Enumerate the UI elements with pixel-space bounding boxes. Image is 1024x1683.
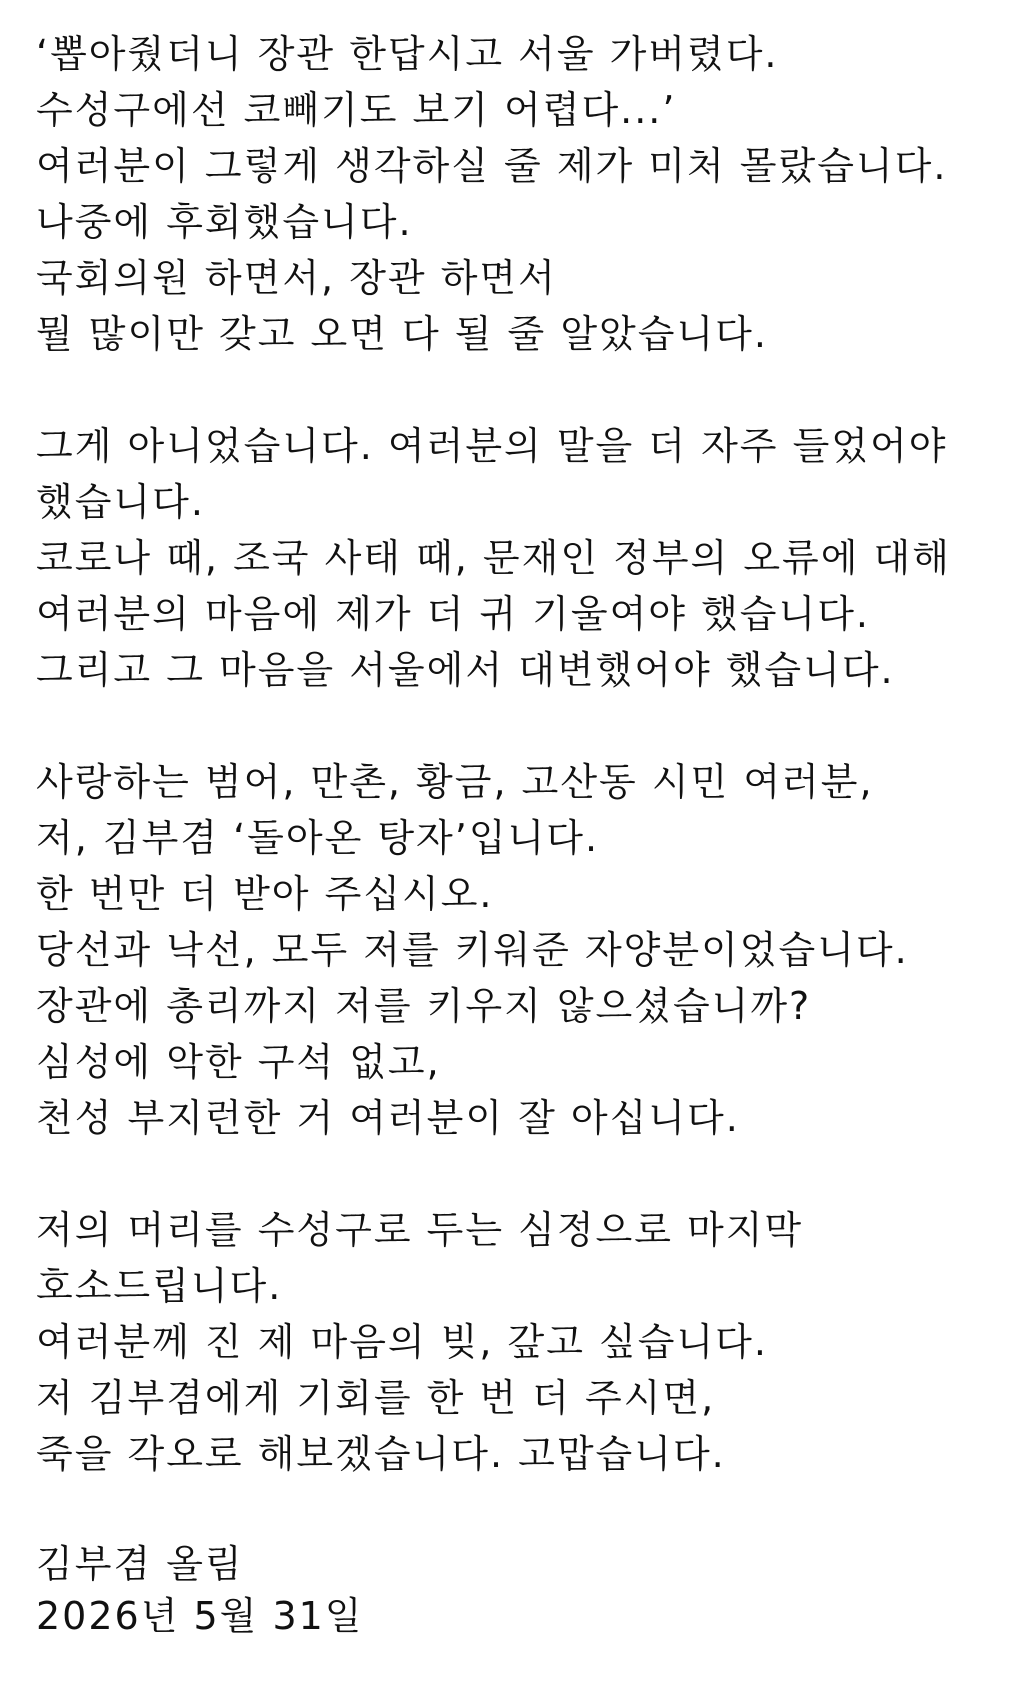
paragraph-line: 죽을 각오로 해보겠습니다. 고맙습니다. (36, 1432, 726, 1476)
paragraph-line: 여러분께 진 제 마음의 빚, 갚고 싶습니다. (36, 1320, 768, 1364)
paragraph-line: 그게 아니었습니다. 여러분의 말을 더 자주 들었어야 (36, 424, 948, 468)
paragraph-line: 수성구에선 코빼기도 보기 어렵다...’ (36, 88, 677, 132)
paragraph-1 (36, 26, 996, 362)
paragraph-line: 당선과 낙선, 모두 저를 키워준 자양분이었습니다. (36, 928, 909, 972)
paragraph-line: 여러분의 마음에 제가 더 귀 기울여야 했습니다. (36, 592, 871, 636)
paragraph-line: ‘뽑아줬더니 장관 한답시고 서울 가버렸다. (36, 32, 779, 76)
paragraph-spacer (36, 698, 996, 754)
paragraph-line: 나중에 후회했습니다. (36, 200, 413, 244)
paragraph-line: 호소드립니다. (36, 1264, 283, 1308)
paragraph-line: 코로나 때, 조국 사태 때, 문재인 정부의 오류에 대해 (36, 536, 951, 580)
paragraph-line: 했습니다. (36, 480, 205, 524)
paragraph-2 (36, 418, 996, 698)
paragraph-spacer (36, 1146, 996, 1202)
paragraph-line: 여러분이 그렇게 생각하실 줄 제가 미처 몰랐습니다. (36, 144, 948, 188)
letter-body (36, 26, 996, 1642)
paragraph-line: 장관에 총리까지 저를 키우지 않으셨습니까? (36, 984, 812, 1028)
paragraph-spacer (36, 1482, 996, 1538)
paragraph-line: 저 김부겸에게 기회를 한 번 더 주시면, (36, 1376, 716, 1420)
paragraph-line: 천성 부지런한 거 여러분이 잘 아십니다. (36, 1096, 740, 1140)
paragraph-line: 사랑하는 범어, 만촌, 황금, 고산동 시민 여러분, (36, 760, 874, 804)
signature-author: 김부겸 올림 (36, 1542, 244, 1586)
signature-date: 2026년 5월 31일 (36, 1594, 364, 1638)
paragraph-4 (36, 1202, 996, 1482)
paragraph-line: 저의 머리를 수성구로 두는 심정으로 마지막 (36, 1208, 804, 1252)
paragraph-line: 국회의원 하면서, 장관 하면서 (36, 256, 557, 300)
paragraph-line: 뭘 많이만 갖고 오면 다 될 줄 알았습니다. (36, 312, 768, 356)
paragraph-line: 한 번만 더 받아 주십시오. (36, 872, 494, 916)
paragraph-3 (36, 754, 996, 1146)
paragraph-line: 심성에 악한 구석 없고, (36, 1040, 441, 1084)
paragraph-line: 저, 김부겸 ‘돌아온 탕자’입니다. (36, 816, 600, 860)
signature-block (36, 1538, 996, 1642)
paragraph-line: 그리고 그 마음을 서울에서 대변했어야 했습니다. (36, 648, 895, 692)
paragraph-spacer (36, 362, 996, 418)
